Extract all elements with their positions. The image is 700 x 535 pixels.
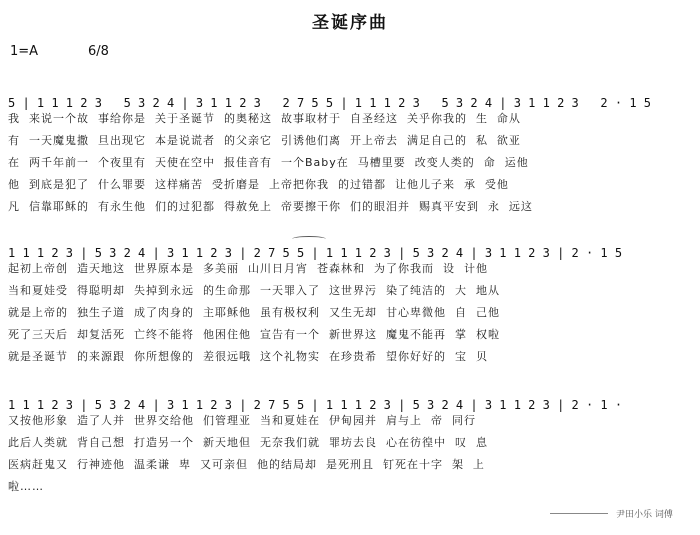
lyric-verse-3: 医病赶鬼又 行神迹他 温柔谦 卑 又可亲但 他的结局却 是死刑且 钉死在十字 架 上 bbox=[8, 458, 485, 471]
lyric-verse-3: 在 两千年前一 个夜里有 天使在空中 报佳音有 一个Baby在 马槽里要 改变人类的 命 运他 bbox=[8, 156, 529, 169]
lyric-verse-1: 起初上帝创 造天地这 世界原本是 多美丽 山川日月宵 苍森林和 为了你我而 设 计他 bbox=[8, 262, 488, 275]
lyric-verse-3: 就是上帝的 独生子道 成了肉身的 主耶稣他 虽有极权利 又生无却 甘心卑微他 自 己他 bbox=[8, 306, 500, 319]
lyric-verse-4: 啦…… bbox=[8, 480, 44, 493]
lyric-verse-5: 凡 信靠耶稣的 有永生他 们的过犯都 得赦免上 帝要擦干你 们的眼泪并 赐真平安到 永 远这 bbox=[8, 200, 533, 213]
notation-text: 1 1 1 2 3 | 5 3 2 4 | 3 1 1 2 3 | 2 7 5 5 | 1 1 1 2 3 | 5 3 2 4 | 3 1 1 2 3 | 2 · 1 5 bbox=[8, 246, 623, 260]
lyric-verse-5: 就是圣诞节 的来源跟 你所想像的 差很远哦 这个礼物实 在珍贵希 望你好好的 宝 贝 bbox=[8, 350, 488, 363]
lyric-verse-1: 又按他形象 造了人并 世界交给他 们管理亚 当和夏娃在 伊甸园并 肩与上 帝 同行 bbox=[8, 414, 476, 427]
lyric-verse-4: 死了三天后 却复活死 亡终不能将 他困住他 宣告有一个 新世界这 魔鬼不能再 掌 权啦 bbox=[8, 328, 500, 341]
score-system-3 bbox=[8, 392, 694, 500]
score-system-2 bbox=[8, 240, 694, 370]
notation-line bbox=[8, 392, 694, 412]
lyric-verse-2: 有 一天魔鬼撒 旦出现它 本是说谎者 的父亲它 引诱他们离 开上帝去 满足自己的 私 欲亚 bbox=[8, 134, 521, 147]
score-system-1 bbox=[8, 90, 694, 220]
lyric-verse-2: 此后人类就 背自己想 打造另一个 新天地但 无奈我们就 罪坊去良 心在彷徨中 叹 息 bbox=[8, 436, 488, 449]
lyric-verse-1: 我 来说一个故 事给你是 关于圣诞节 的奥秘这 故事取材于 自圣经这 关乎你我的 生 命从 bbox=[8, 112, 521, 125]
signature: 尹田小乐 词傅 bbox=[616, 510, 673, 520]
signature-line bbox=[550, 513, 608, 514]
tie-mark bbox=[292, 236, 326, 242]
page-title: 圣诞序曲 bbox=[312, 13, 388, 33]
notation-text: 5 | 1 1 1 2 3 5 3 2 4 | 3 1 1 2 3 2 7 5 5 | 1 1 1 2 3 5 3 2 4 | 3 1 1 2 3 2 · 1 5 bbox=[8, 96, 651, 110]
key-signature: 1=A bbox=[10, 44, 39, 59]
notation-line bbox=[8, 240, 694, 260]
lyric-verse-4: 他 到底是犯了 什么罪要 这样痛苦 受折磨是 上帝把你我 的过错都 让他儿子来 承 受他 bbox=[8, 178, 509, 191]
time-signature: 6/8 bbox=[88, 44, 109, 59]
lyric-verse-2: 当和夏娃受 得聪明却 失掉到永远 的生命那 一天罪入了 这世界污 染了纯洁的 大 地从 bbox=[8, 284, 500, 297]
notation-line bbox=[8, 90, 694, 110]
notation-text: 1 1 1 2 3 | 5 3 2 4 | 3 1 1 2 3 | 2 7 5 5 | 1 1 1 2 3 | 5 3 2 4 | 3 1 1 2 3 | 2 · 1 · bbox=[8, 398, 623, 412]
